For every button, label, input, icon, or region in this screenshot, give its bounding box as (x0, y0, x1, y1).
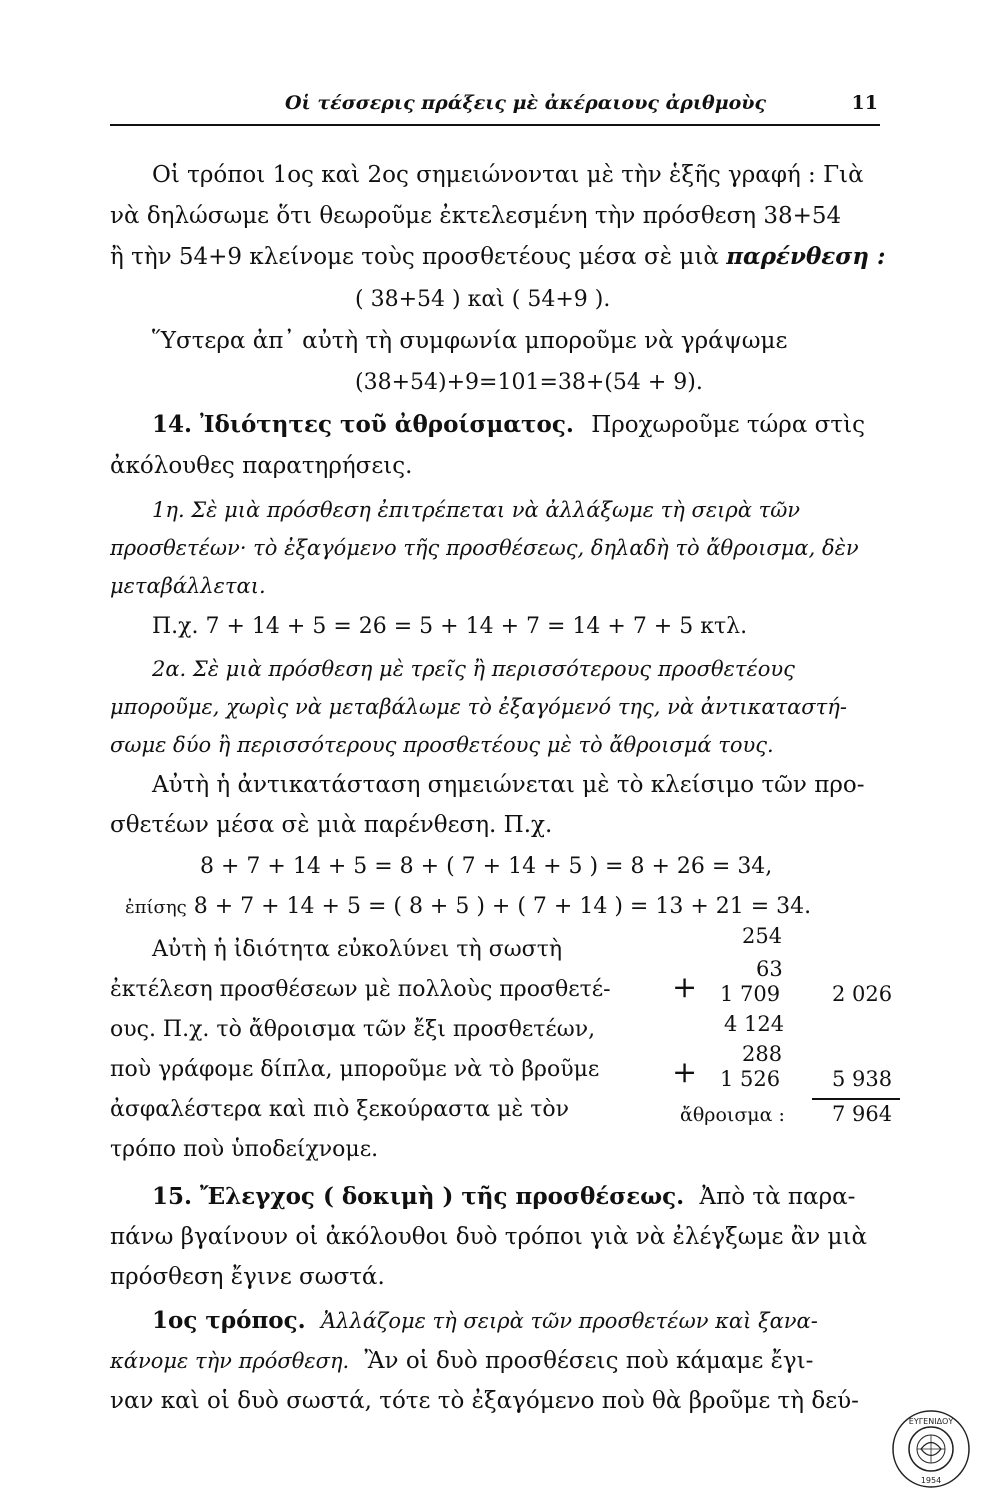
svg-text:1954: 1954 (920, 1476, 942, 1485)
page-header (110, 92, 880, 126)
equation-2: 8 + 7 + 14 + 5 = ( 8 + 5 ) + ( 7 + 14 ) = 13 + 21 = 34. (193, 894, 812, 919)
group-2-sum: 5 938 (832, 1067, 893, 1091)
addend-5: 288 (742, 1042, 783, 1066)
prop1-line-2: προσθετέων· τὸ ἐξαγόμενο τῆς προσθέσεως, δηλαδὴ τὸ ἄθροισμα, δὲν (110, 536, 859, 560)
equation-1: 8 + 7 + 14 + 5 = 8 + ( 7 + 14 + 5 ) = 8 + 26 = 34, (200, 854, 773, 879)
sum-rule (812, 1098, 900, 1100)
section-15-line (152, 1182, 855, 1212)
section-14-text-2: ἀκόλουθες παρατηρήσεις. (110, 453, 413, 479)
after-formula: (38+54)+9=101=38+(54 + 9). (355, 370, 703, 395)
equation-2-label: ἐπίσης (125, 897, 187, 918)
section-15-text-3: πρόσθεση ἔγινε σωστά. (110, 1264, 385, 1290)
addend-1: 254 (742, 924, 783, 948)
property-line-3: ους. Π.χ. τὸ ἄθροισμα τῶν ἔξι προσθετέων, (110, 1017, 596, 1042)
way-1-line-2 (110, 1346, 813, 1376)
after-line: Ὕστερα ἀπ᾽ αὐτὴ τὴ συμφωνία μποροῦμε νὰ γράψωμε (152, 328, 788, 354)
way-1-italic-1: Ἀλλάζομε τὴ σειρὰ τῶν προσθετέων καὶ ξανα- (320, 1309, 818, 1333)
way-1-italic-2: κάνομε τὴν πρόσθεση. (110, 1349, 350, 1373)
section-14-text: Προχωροῦμε τώρα στὶς (591, 412, 865, 438)
prop2-line-3: σωμε δύο ἢ περισσότερους προσθετέους μὲ τὸ ἄθροισμά τους. (110, 733, 774, 757)
replace-line-2: σθετέων μέσα σὲ μιὰ παρένθεση. Π.χ. (110, 812, 553, 838)
property-line-2-text: ἐκτέλεση προσθέσεων μὲ πολλοὺς προσθετέ- (110, 977, 611, 1002)
intro-line-3 (110, 242, 885, 272)
plus-sign-1: + (672, 970, 698, 1005)
section-15-text-1: Ἀπὸ τὰ παρα- (699, 1184, 856, 1210)
page-number: 11 (851, 92, 878, 114)
plus-sign-2: + (672, 1055, 698, 1090)
section-15-title: 15. Ἔλεγχος ( δοκιμὴ ) τῆς προσθέσεως. (152, 1183, 685, 1210)
foundation-seal-icon (890, 1408, 972, 1490)
section-14-title: 14. Ἰδιότητες τοῦ ἀθροίσματος. (152, 411, 574, 438)
replace-line-1: Αὐτὴ ἡ ἀντικατάσταση σημειώνεται μὲ τὸ κλείσιμο τῶν προ- (152, 772, 865, 798)
property-line-6: τρόπο ποὺ ὑποδείχνομε. (110, 1137, 379, 1162)
prop1-line-3: μεταβάλλεται. (110, 574, 266, 598)
prop2-line-1: 2α. Σὲ μιὰ πρόσθεση μὲ τρεῖς ἢ περισσότερους προσθετέους (152, 657, 795, 681)
total-label: ἄθροισμα : (680, 1104, 785, 1126)
intro-line-1: Οἱ τρόποι 1ος καὶ 2ος σημειώνονται μὲ τὴν ἑξῆς γραφή : Γιὰ (152, 162, 864, 188)
way-1-title: 1ος τρόπος. (152, 1307, 306, 1334)
way-1-text-1: Ἂν οἱ δυὸ προσθέσεις ποὺ κάμαμε ἔγι- (364, 1348, 814, 1374)
addend-6: 1 526 (720, 1067, 781, 1091)
prop2-line-2: μποροῦμε, χωρὶς νὰ μεταβάλωμε τὸ ἐξαγόμενό της, νὰ ἀντικαταστή- (110, 695, 847, 719)
total-sum: 7 964 (832, 1102, 893, 1126)
intro-line-2: νὰ δηλώσωμε ὅτι θεωροῦμε ἐκτελεσμένη τὴν πρόσθεση 38+54 (110, 203, 842, 229)
svg-text:ΕΥΓΕΝΙΔΟΥ: ΕΥΓΕΝΙΔΟΥ (908, 1417, 954, 1426)
property-line-4: ποὺ γράφομε δίπλα, μποροῦμε νὰ τὸ βροῦμε (110, 1057, 600, 1082)
property-line-2 (110, 975, 611, 1005)
intro-italic-word: παρένθεση : (726, 243, 886, 270)
addend-3: 1 709 (720, 982, 781, 1006)
running-title: Οἱ τέσσερις πράξεις μὲ ἀκέραιους ἀριθμοὺς (285, 92, 767, 114)
way-1-line (152, 1306, 818, 1336)
property-line-5: ἀσφαλέστερα καὶ πιὸ ξεκούραστα μὲ τὸν (110, 1097, 569, 1122)
section-14-line (152, 410, 865, 440)
example-1: Π.χ. 7 + 14 + 5 = 26 = 5 + 14 + 7 = 14 + 7 + 5 κτλ. (152, 614, 748, 639)
addend-2: 63 (756, 957, 783, 981)
way-1-text-2: ναν καὶ οἱ δυὸ σωστά, τότε τὸ ἐξαγόμενο ποὺ θὰ βροῦμε τὴ δεύ- (110, 1388, 859, 1414)
intro-line-3-text: ἢ τὴν 54+9 κλείνομε τοὺς προσθετέους μέσα σὲ μιὰ (110, 244, 719, 270)
group-1-sum: 2 026 (832, 982, 893, 1006)
addend-4: 4 124 (724, 1012, 785, 1036)
property-line-1: Αὐτὴ ἡ ἰδιότητα εὐκολύνει τὴ σωστὴ (152, 937, 563, 962)
section-15-text-2: πάνω βγαίνουν οἱ ἀκόλουθοι δυὸ τρόποι γιὰ νὰ ἐλέγξωμε ἂν μιὰ (110, 1224, 868, 1250)
prop1-line-1: 1η. Σὲ μιὰ πρόσθεση ἐπιτρέπεται νὰ ἀλλάξωμε τὴ σειρὰ τῶν (152, 498, 801, 522)
paren-formula: ( 38+54 ) καὶ ( 54+9 ). (355, 287, 611, 312)
addition-column (672, 924, 912, 1134)
equation-2-line (125, 892, 811, 923)
